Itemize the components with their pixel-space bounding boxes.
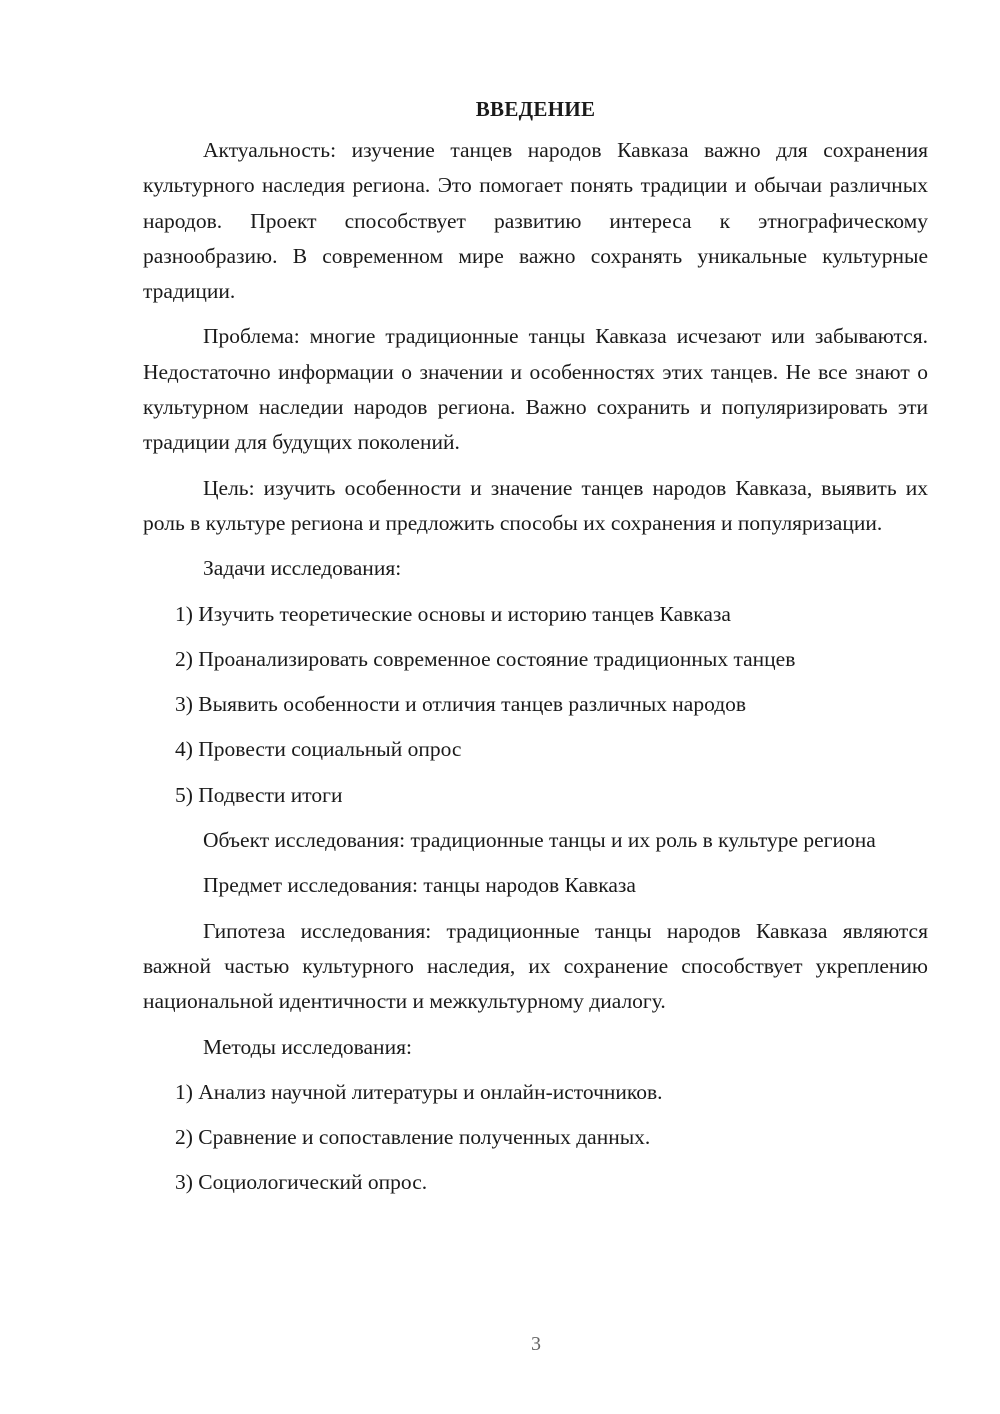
task-item: 1) Изучить теоретические основы и историю танцев Кавказа	[175, 601, 731, 626]
problem-paragraph: Проблема: многие традиционные танцы Кавказа исчезают или забываются. Недостаточно информации о значении и особенностях этих танцев. Не все знают о культурном наследии народов региона. Важно сохранить и популяризировать эти традиции для будущих поколений.	[143, 324, 928, 455]
methods-list	[143, 1075, 928, 1201]
hypothesis-paragraph: Гипотеза исследования: традиционные танцы народов Кавказа являются важной частью культурного наследия, их сохранение способствует укреплению национальной идентичности и межкультурному диалогу.	[143, 918, 928, 1014]
method-item: 2) Сравнение и сопоставление полученных данных.	[175, 1125, 651, 1150]
task-item: 3) Выявить особенности и отличия танцев различных народов	[175, 692, 747, 717]
method-item: 1) Анализ научной литературы и онлайн-источников.	[175, 1079, 663, 1104]
task-item: 4) Провести социальный опрос	[175, 737, 462, 762]
relevance-paragraph: Актуальность: изучение танцев народов Кавказа важно для сохранения культурного наследия региона. Это помогает понять традиции и обычаи различных народов. Проект способствует развитию интереса к этнографическому разнообразию. В современном мире важно сохранять уникальные культурные традиции.	[143, 138, 928, 304]
tasks-heading: Задачи исследования:	[203, 556, 402, 581]
methods-heading: Методы исследования:	[203, 1034, 412, 1059]
page-content	[143, 92, 928, 1211]
section-title: ВВЕДЕНИЕ	[475, 97, 596, 121]
tasks-list	[143, 597, 928, 813]
task-item: 2) Проанализировать современное состояние традиционных танцев	[175, 646, 796, 671]
subject-paragraph: Предмет исследования: танцы народов Кавказа	[203, 873, 636, 898]
object-paragraph: Объект исследования: традиционные танцы и их роль в культуре региона	[203, 828, 876, 853]
task-item: 5) Подвести итоги	[175, 782, 343, 807]
method-item: 3) Социологический опрос.	[175, 1170, 428, 1195]
page-number: 3	[531, 1333, 541, 1355]
goal-paragraph: Цель: изучить особенности и значение танцев народов Кавказа, выявить их роль в культуре региона и предложить способы их сохранения и популяризации.	[143, 475, 928, 535]
